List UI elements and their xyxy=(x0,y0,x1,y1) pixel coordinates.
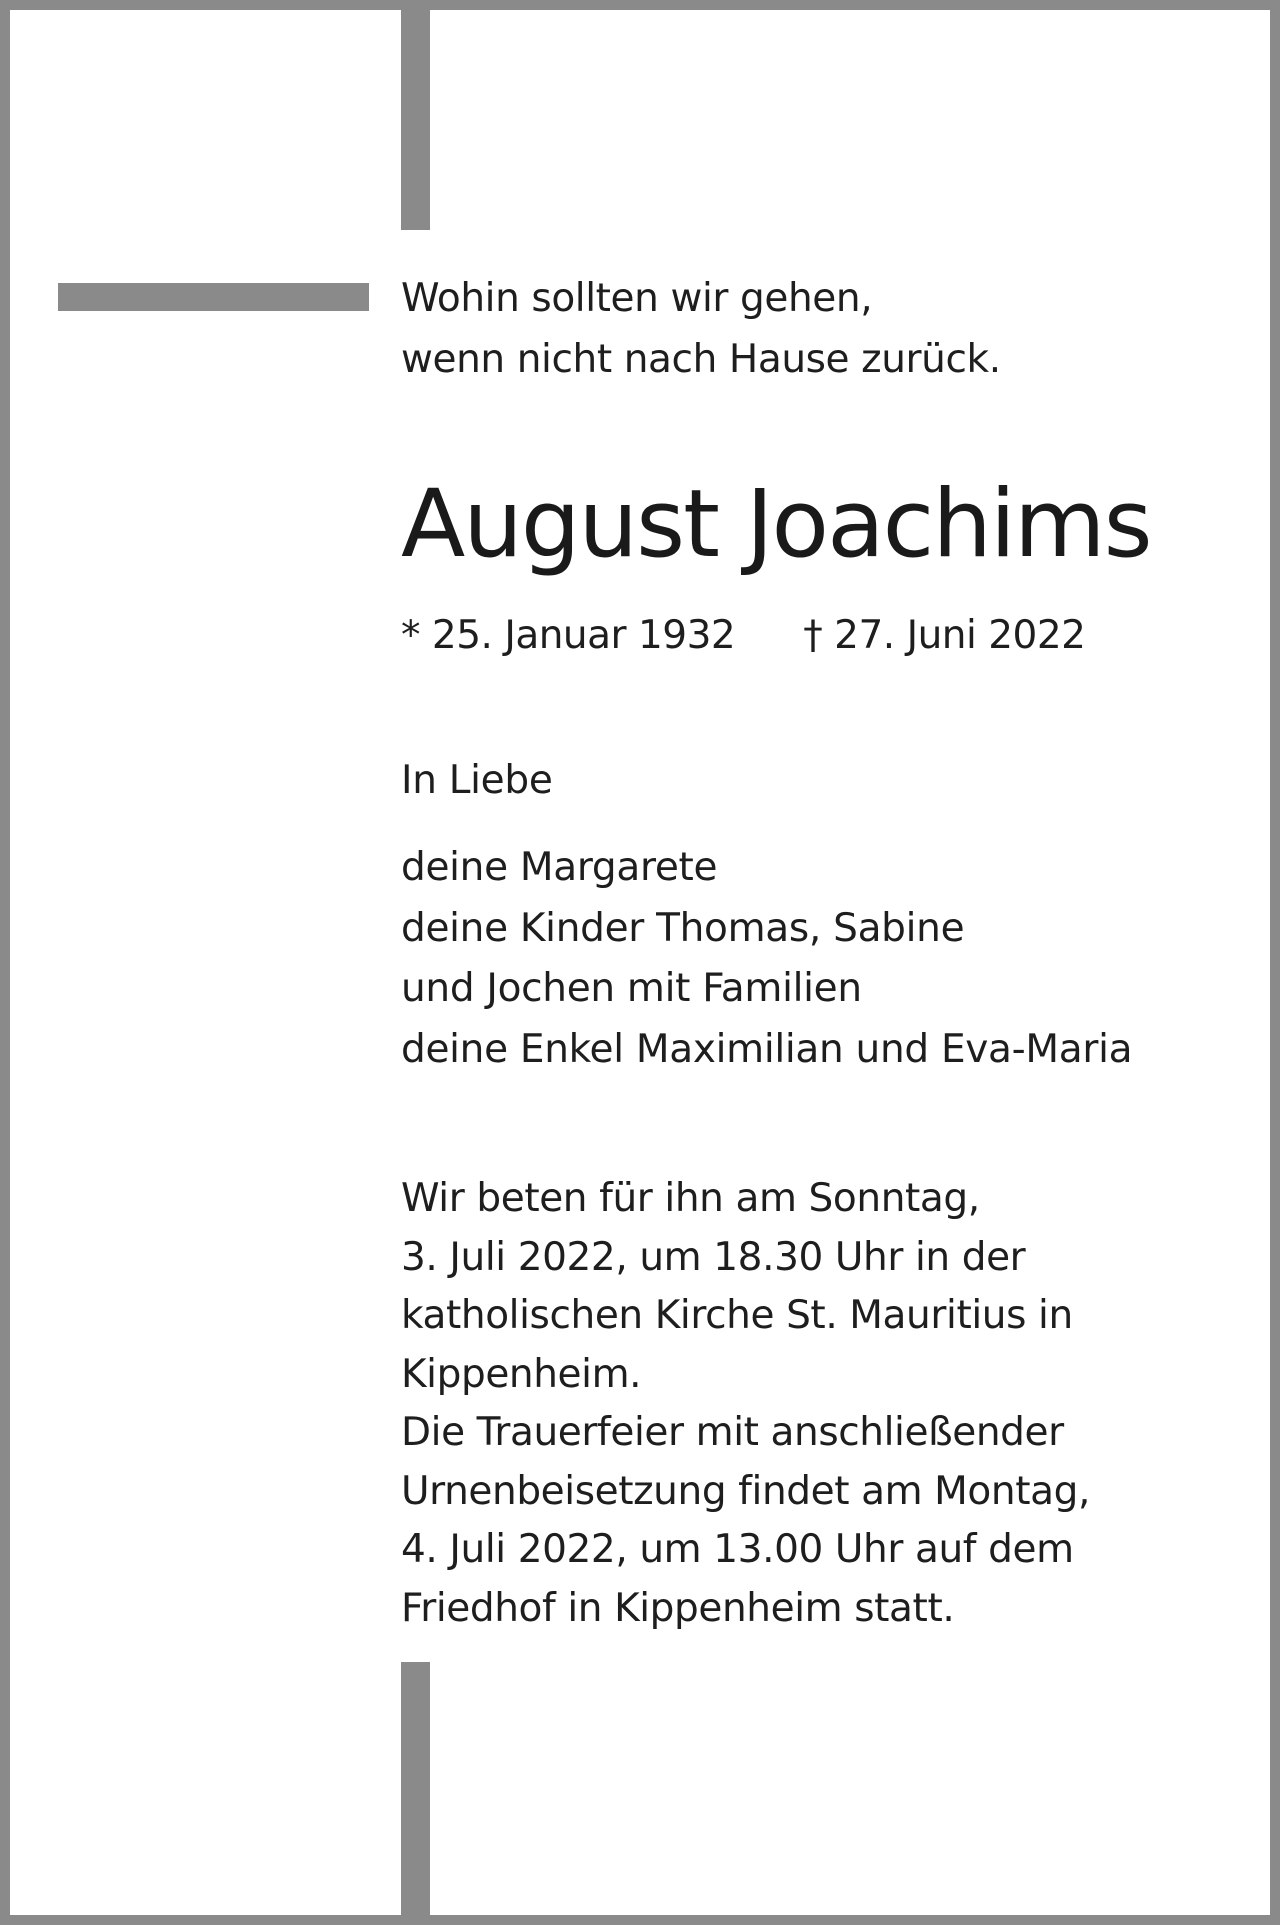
service-line: 4. Juli 2022, um 13.00 Uhr auf dem xyxy=(401,1527,1074,1572)
mourner-line: deine Kinder Thomas, Sabine xyxy=(401,905,965,951)
motto-line: wenn nicht nach Hause zurück. xyxy=(401,337,1001,382)
service-line: Die Trauerfeier mit anschließender xyxy=(401,1410,1064,1455)
motto-verse xyxy=(401,268,1001,390)
service-line: Friedhof in Kippenheim statt. xyxy=(401,1585,955,1631)
service-line: Urnenbeisetzung findet am Montag, xyxy=(401,1468,1090,1514)
life-dates xyxy=(401,608,1086,664)
death-date: † 27. Juni 2022 xyxy=(803,613,1086,658)
mourners-list xyxy=(401,838,1132,1080)
service-line: 3. Juli 2022, um 18.30 Uhr in der xyxy=(401,1234,1026,1280)
service-line: katholischen Kirche St. Mauritius in xyxy=(401,1293,1073,1338)
cross-icon-bottom-bar xyxy=(401,1662,430,1915)
service-line: Kippenheim. xyxy=(401,1351,642,1397)
cross-icon-top-bar xyxy=(401,10,430,230)
cross-icon-left-bar xyxy=(58,283,369,311)
motto-line: Wohin sollten wir gehen, xyxy=(401,276,873,321)
birth-date: * 25. Januar 1932 xyxy=(401,613,736,658)
mourner-line: deine Enkel Maximilian und Eva-Maria xyxy=(401,1026,1133,1072)
mourner-line: deine Margarete xyxy=(401,845,718,890)
service-information xyxy=(401,1170,1090,1638)
service-line: Wir beten für ihn am Sonntag, xyxy=(401,1176,980,1221)
mourner-line: und Jochen mit Familien xyxy=(401,966,862,1011)
deceased-name: August Joachims xyxy=(401,470,1151,579)
signoff: In Liebe xyxy=(401,758,553,803)
